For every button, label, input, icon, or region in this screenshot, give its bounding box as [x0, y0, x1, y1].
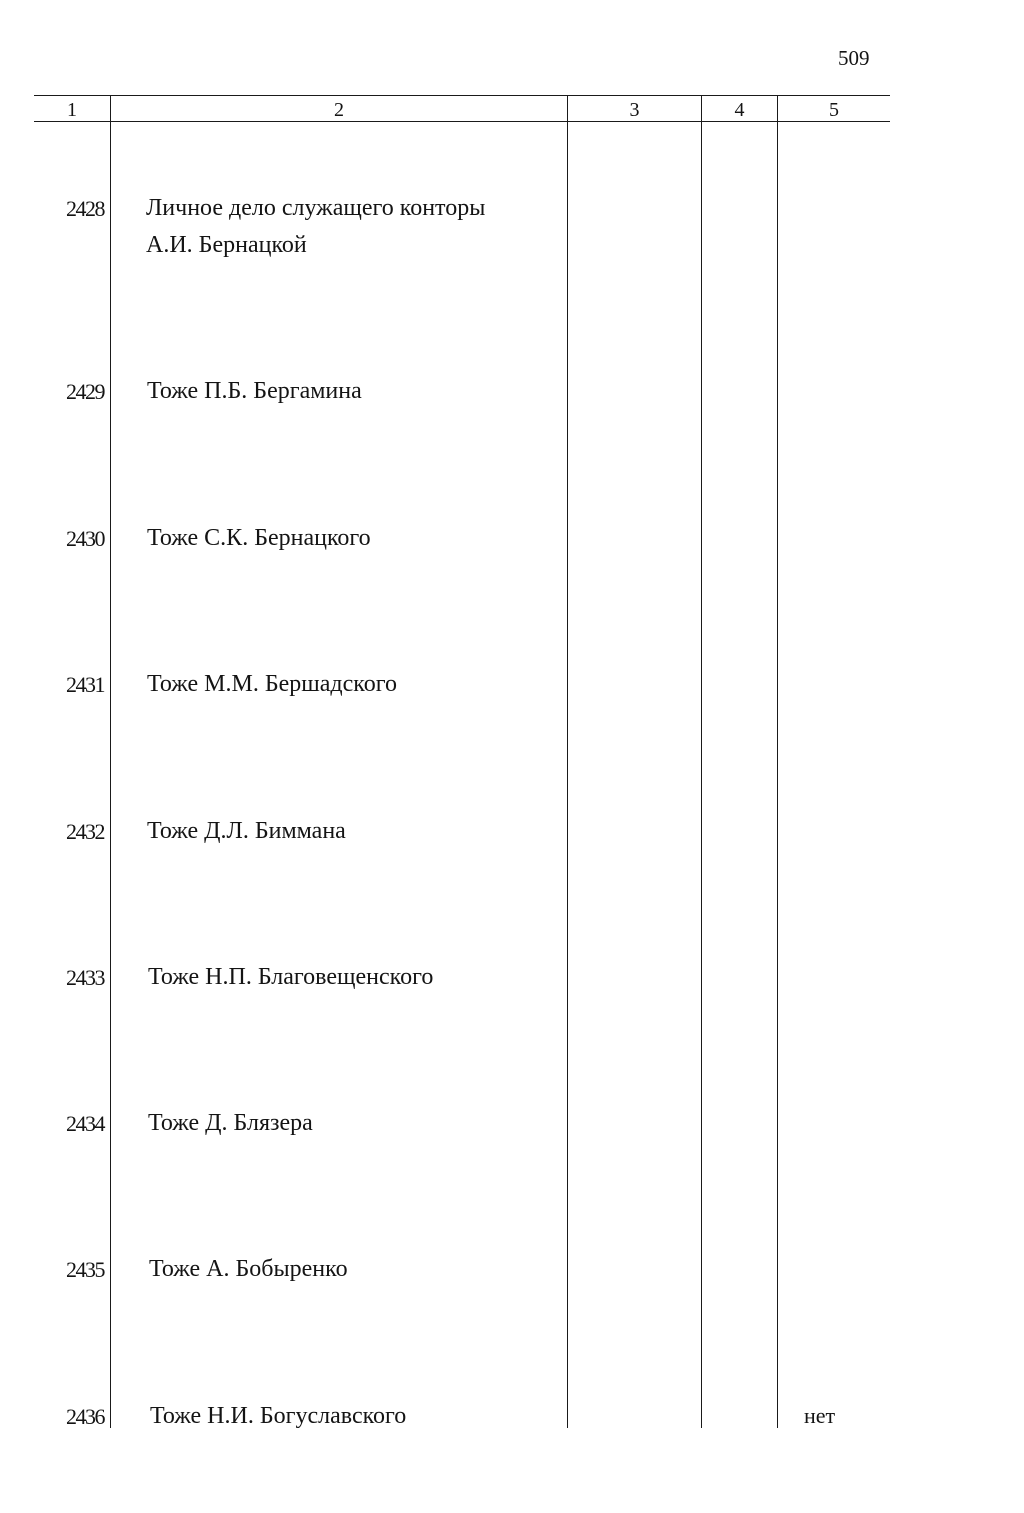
row-title: Тоже А. Бобыренко: [149, 1256, 348, 1282]
page-number: 509: [838, 46, 870, 70]
row-number: 2430: [66, 526, 104, 551]
column-rule-1: [110, 95, 111, 1428]
column-rule-2: [567, 95, 568, 1428]
row-title: Тоже Н.П. Благовещенского: [148, 964, 434, 990]
header-col-2: 2: [334, 99, 344, 121]
availability-note: нет: [804, 1403, 836, 1428]
row-number: 2433: [66, 965, 104, 990]
row-number: 2432: [66, 819, 104, 844]
row-title: Тоже М.М. Бершадского: [147, 671, 397, 697]
header-col-5: 5: [829, 99, 839, 121]
row-title: Тоже Д. Блязера: [148, 1110, 313, 1136]
row-title: Личное дело служащего конторы: [146, 195, 486, 221]
row-number: 2434: [66, 1111, 104, 1136]
row-title: Тоже С.К. Бернацкого: [147, 525, 371, 551]
row-title: Тоже Н.И. Богуславского: [150, 1403, 407, 1429]
row-title: Тоже Д.Л. Биммана: [147, 818, 346, 844]
row-number: 2436: [66, 1404, 104, 1429]
row-title: Тоже П.Б. Бергамина: [147, 378, 362, 404]
column-rule-3: [701, 95, 702, 1428]
header-col-1: 1: [67, 99, 77, 121]
row-number: 2428: [66, 196, 104, 221]
column-rule-4: [777, 95, 778, 1428]
row-number: 2429: [66, 379, 104, 404]
row-title-continued: А.И. Бернацкой: [146, 232, 307, 258]
row-number: 2435: [66, 1257, 104, 1282]
header-col-3: 3: [629, 99, 640, 121]
header-top-rule: [34, 95, 890, 96]
header-col-4: 4: [734, 99, 745, 121]
row-number: 2431: [66, 672, 104, 697]
